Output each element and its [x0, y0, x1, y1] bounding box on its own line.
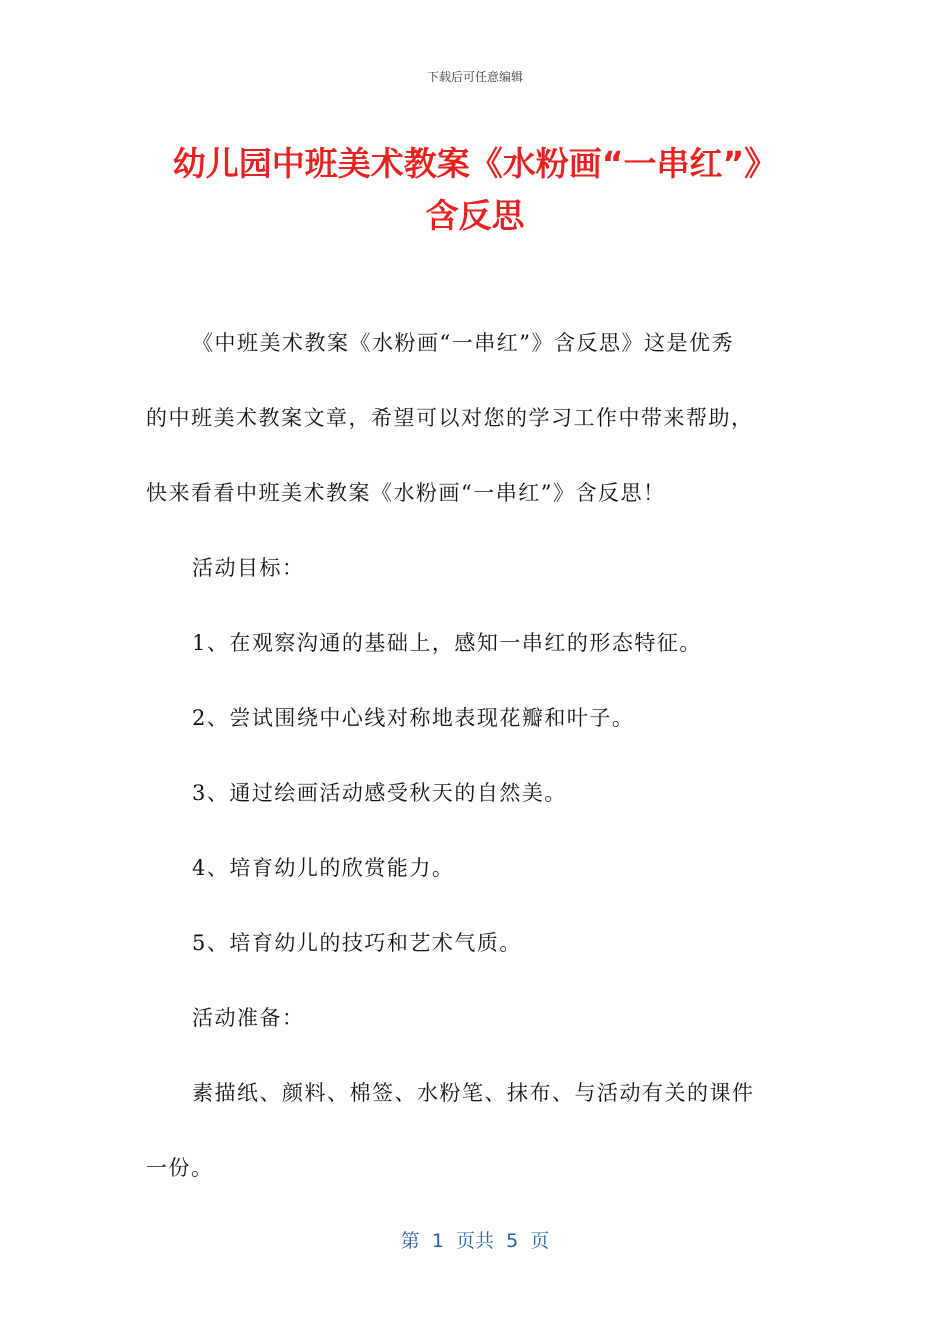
paragraph-line: 快来看看中班美术教案《水粉画“一串红”》含反思！	[146, 481, 666, 505]
list-item: 2、尝试围绕中心线对称地表现花瓣和叶子。	[192, 706, 635, 730]
list-item: 5、培育幼儿的技巧和艺术气质。	[192, 931, 522, 955]
page-title	[60, 138, 890, 242]
paragraph-line: 一份。	[146, 1156, 214, 1180]
list-item: 4、培育幼儿的欣赏能力。	[192, 856, 455, 880]
list-item: 1、在观察沟通的基础上，感知一串红的形态特征。	[192, 631, 702, 655]
paragraph-line: 的中班美术教案文章，希望可以对您的学习工作中带来帮助，	[146, 406, 754, 430]
list-item: 3、通过绘画活动感受秋天的自然美。	[192, 781, 567, 805]
paragraph-line: 素描纸、颜料、棉签、水粉笔、抹布、与活动有关的课件	[192, 1081, 755, 1105]
header-note: 下载后可任意编辑	[426, 70, 523, 84]
page-footer: 第 1 页共 5 页	[400, 1230, 550, 1252]
section-heading-goals: 活动目标：	[192, 556, 305, 580]
paragraph-line: 《中班美术教案《水粉画“一串红”》含反思》这是优秀	[192, 331, 734, 355]
title-line-2: 含反思	[425, 196, 525, 235]
section-heading-preparation: 活动准备：	[192, 1006, 305, 1030]
title-line-1: 幼儿园中班美术教案《水粉画“一串红”》	[172, 144, 778, 183]
